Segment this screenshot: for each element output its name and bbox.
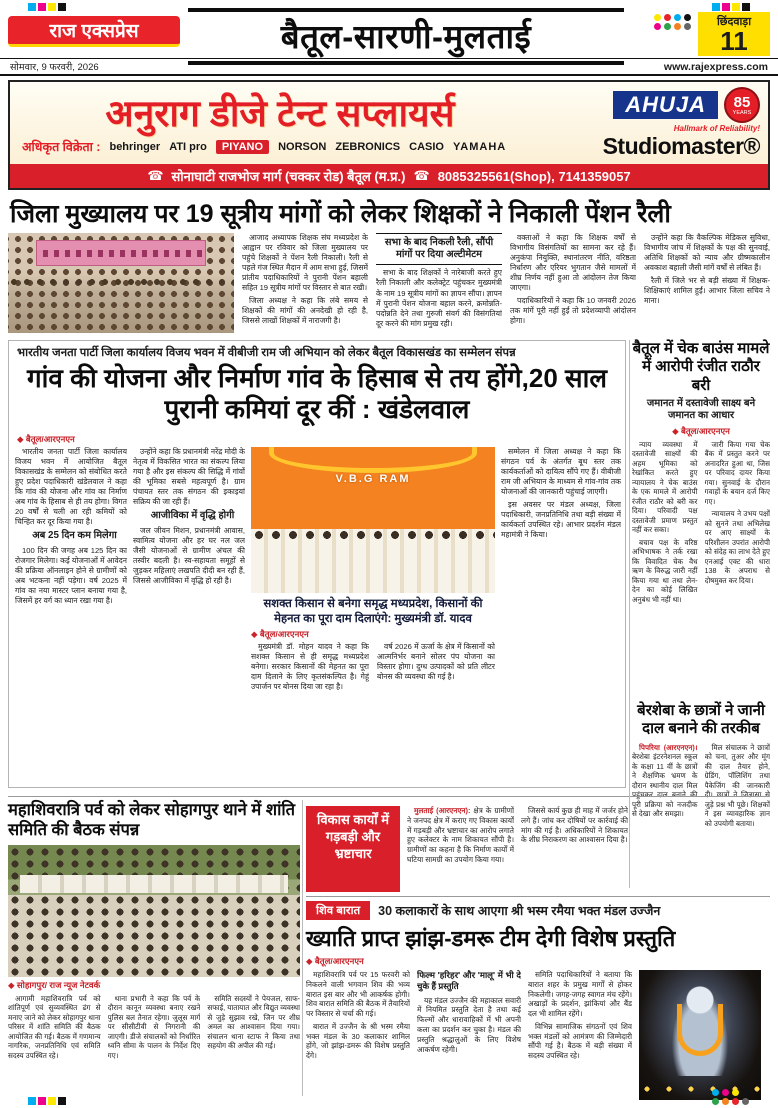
advertisement-banner (8, 80, 770, 190)
byline-bullet-icon: ◆ (8, 979, 15, 990)
article2-crosshead: अब 25 दिन कम मिलेगा (32, 530, 117, 542)
body-paragraph: बचाव पक्ष के वरिष्ठ अभिभाषक ने तर्क रखा कि विवादित चेक वैध ऋण के विरुद्ध जारी नहीं किया गया था तथा लेन-देन का कोई लिखित अनुबंध भी नहीं था। (632, 537, 698, 604)
body-paragraph: महाशिवरात्रि पर्व पर 15 फरवरी को निकलने वाली भगवान शिव की भव्य बारात इस बार और भी आकर्षक होगी। शिव बारात समिति की बैठक में तैयारियों पर विस्तार से चर्चा की गई। (306, 970, 410, 1019)
article-headline: बैतूल में चेक बाउंस मामले में आरोपी रंजीत राठौर बरी (632, 340, 770, 394)
body-paragraph: थाना प्रभारी ने कहा कि पर्व के दौरान कानून व्यवस्था बनाए रखने पुलिस बल तैनात रहेगा। जुलूस मार्ग पर सीसीटीवी से निगरानी की जाएगी। डीजे संचालकों को निर्धारित ध्वनि सीमा के पालन के निर्देश दिए गए। (107, 993, 201, 1060)
ad-title: अनुराग डीजे टेन्ट सप्लायर्स (105, 93, 455, 134)
article-column (528, 970, 632, 1100)
body-paragraph: मुलताई (आरएनएन): क्षेत्र के ग्रामीणों ने जनपद क्षेत्र में कराए गए विकास कार्यों में गड़बड़ी और भ्रष्टाचार का आरोप लगाते हुए कलेक्टर के नाम शिकायत सौंपी है। ग्रामीणों का कहना है कि निर्माण कार्यों में घटिया सामग्री का उपयोग किया गया। (407, 806, 514, 864)
registration-marks (712, 3, 750, 11)
article-column (632, 440, 698, 708)
byline-bullet-icon: ◆ (251, 628, 258, 639)
article-byline: ◆ बैतूल/आरएनएन (306, 956, 364, 966)
body-paragraph: इस अवसर पर मंडल अध्यक्ष, जिला पदाधिकारी, जनप्रतिनिधि तथा बड़ी संख्या में कार्यकर्ता उपस्थित रहे। आभार प्रदर्शन मंडल महामंत्री ने किया। (501, 500, 621, 540)
byline-bullet-icon: ◆ (17, 434, 24, 444)
dateline-bar (0, 58, 778, 76)
divider (8, 796, 770, 797)
dateline-text: मुलताई (आरएनएन): (414, 806, 471, 815)
article-headline: महाशिवरात्रि पर्व को लेकर सोहागपुर थाने में शांति समिति की बैठक संपन्न (8, 801, 296, 840)
peace-meeting-photo (8, 845, 300, 977)
dal-article (632, 702, 770, 883)
section-label: शिव बारात (306, 901, 370, 920)
vikas-complaint-brief (306, 806, 628, 892)
article2-column (15, 447, 127, 781)
color-dots (654, 14, 692, 30)
years-badge: 85 YEARS (724, 87, 760, 123)
article-byline: ◆ सोहागपुर/ राज न्यूज नेटवर्क (8, 979, 101, 990)
rally-banner (36, 240, 206, 266)
byline-bullet-icon: ◆ (672, 425, 679, 436)
body-paragraph: वक्ताओं ने कहा कि शिक्षक वर्षों से विभागीय विसंगतियों का सामना कर रहे हैं। अनुकंपा नियुक्ति, स्थानांतरण नीति, वरिष्ठता निर्धारण और एरियर भुगतान जैसे मामलों में शीघ्र निर्णय नहीं हुआ तो आंदोलन तेज किया जाएगा। (510, 233, 636, 293)
body-paragraph: मिल संचालक ने छात्रों को चना, तुअर और मूंग की दाल तैयार होने, ग्रेडिंग, पॉलिशिंग तथा पैकेजिंग की जानकारी दी। छात्रों ने जिज्ञासा से जुड़े प्रश्न भी पूछे। शिक्षकों ने इस व्यावहारिक ज्ञान को उपयोगी बताया। (704, 742, 770, 828)
body-paragraph: 100 दिन की जगह अब 125 दिन का रोजगार मिलेगा। कई योजनाओं में आवेदन की प्रक्रिया ऑनलाइन होने से ग्रामीणों को अब भटकना नहीं पड़ेगा। वर्ष 2025 में गांव का नया मास्टर प्लान बनाया गया है, जिसमें हर वर्ग का ध्यान रखा गया है। (15, 546, 127, 606)
color-dots (712, 1089, 750, 1105)
article1-column (644, 233, 770, 334)
body-paragraph: विभिन्न सामाजिक संगठनों एवं शिव भक्त मंडलों को आमंत्रण की जिम्मेदारी सौंपी गई है। बैठक में बड़ी संख्या में सदस्य उपस्थित रहे। (528, 1021, 632, 1061)
body-paragraph: पदाधिकारियों ने कहा कि 10 जनवरी 2026 तक मांगें पूरी नहीं हुईं तो प्रदेशव्यापी आंदोलन होगा। (510, 296, 636, 326)
brand-casio: CASIO (409, 140, 444, 153)
article-column (306, 970, 410, 1100)
body-paragraph: जिला अध्यक्ष ने कहा कि लंबे समय से शिक्षकों की मांगों की अनदेखी हो रही है, जिससे लाखों शिक्षकों में नाराजगी है। (242, 296, 368, 326)
article-column (632, 743, 698, 883)
article1-column (376, 233, 502, 334)
article-headline: ख्याति प्राप्त झांझ-डमरू टीम देगी विशेष प्रस्तुति (306, 926, 676, 951)
article-subhead: जमानत में दस्तावेजी साक्ष्य बने जमानत का आधार (646, 397, 756, 422)
ad-address-strip (10, 164, 768, 188)
phone-icon: ☎ (147, 168, 164, 183)
byline-bullet-icon: ◆ (306, 956, 313, 966)
cm-statement-subhead: सशक्त किसान से बनेगा समृद्ध मध्यप्रदेश, किसानों की मेहनत का पूरा दाम दिलाएंगे: मुख्यमंत्री डॉ. यादव (263, 598, 483, 625)
brief-label: विकास कार्यों में गड़बड़ी और भ्रष्टाचार (306, 806, 400, 892)
body-paragraph: रैली में जिले भर से बड़ी संख्या में शिक्षक-शिक्षिकाएं शामिल हुईं। आभार जिला सचिव ने माना। (644, 276, 770, 306)
article-column (417, 970, 521, 1100)
article1-column (510, 233, 636, 334)
ad-dealer-row (22, 138, 536, 155)
body-paragraph: न्यायालय ने उभय पक्षों को सुनने तथा अभिलेख पर आए साक्ष्यों के परिशीलन उपरांत आरोपी को संदेह का लाभ देते हुए एनआई एक्ट की धारा 138 के अपराध से दोषमुक्त कर दिया। (704, 509, 770, 585)
article2-column (501, 447, 621, 781)
website-link[interactable]: www.rajexpress.com (663, 60, 768, 73)
article2-sub-byline: ◆ बैतूल/आरएनएन (251, 628, 309, 639)
cheque-bounce-article (632, 340, 770, 708)
garland-decoration (269, 447, 477, 473)
sohagpur-article (8, 800, 300, 1090)
body-paragraph: पिपरिया (आरएनएन)। बेरशेबा इंटरनेशनल स्कूल के कक्षा 11 वीं के छात्रों ने शैक्षणिक भ्रमण के दौरान स्थानीय दाल मिल पहुंचकर दाल बनाने की पूरी प्रक्रिया को नजदीक से देखा और समझा। (632, 742, 698, 819)
article1-headline: जिला मुख्यालय पर 19 सूत्रीय मांगों को लेकर शिक्षकों ने निकाली पेंशन रैली (10, 200, 671, 228)
ahuja-logo: AHUJA (613, 91, 718, 119)
body-paragraph: सम्मेलन में जिला अध्यक्ष ने कहा कि संगठन पर्व के अंतर्गत बूथ स्तर तक कार्यकर्ताओं को दायित्व सौंपे गए हैं। वीबीजी राम जी अभियान के माध्यम से गांव-गांव तक योजनाओं की जानकारी पहुंचाई जाएगी। (501, 447, 621, 497)
divider (629, 340, 630, 888)
paper-name: राज एक्सप्रेस (49, 21, 139, 42)
article2-column (251, 642, 369, 760)
date-text: सोमवार, 9 फरवरी, 2026 (10, 62, 99, 73)
body-paragraph: यह मंडल उज्जैन की महाकाल सवारी में नियमित प्रस्तुति देता है तथा कई फिल्मों और धारावाहिकों में भी अपनी कला का प्रदर्शन कर चुका है। मंडल की प्रस्तुति श्रद्धालुओं के लिए विशेष आकर्षण रहेगी। (417, 995, 521, 1054)
body-paragraph: न्याय व्यवस्था में दस्तावेजी साक्ष्यों की अहम भूमिका को रेखांकित करते हुए न्यायालय ने चेक बाउंस के एक मामले में आरोपी रंजीत राठौर को बरी कर दिया। परिवादी पक्ष दस्तावेजी प्रमाण प्रस्तुत नहीं कर सका। (632, 439, 698, 535)
brief-column (521, 806, 628, 892)
divider (302, 800, 303, 1096)
body-paragraph: बारात में उज्जैन के श्री भस्म रमैया भक्त मंडल के 30 कलाकार शामिल होंगे, जो झांझ-डमरू की विशेष प्रस्तुति देंगे। (306, 1021, 410, 1061)
brief-column (407, 806, 514, 892)
article2-headline: गांव की योजना और निर्माण गांव के हिसाब से तय होंगे,20 साल पुरानी कमियां दूर कीं : खंडेलवाल (27, 363, 607, 424)
dealer-label: अधिकृत विक्रेता : (22, 140, 101, 154)
article2-byline: ◆ बैतूल/आरएनएन (17, 434, 75, 444)
registration-marks (28, 1097, 66, 1105)
ad-address: सोनाघाटी राजभोज मार्ग (चक्कर रोड) बैतूल (म.प्र.) (171, 169, 406, 184)
brand-behringer: behringer (109, 140, 161, 153)
brand-atipro: ATI pro (169, 140, 207, 153)
rally-photo (8, 233, 234, 333)
city-name: छिंदवाड़ा (716, 16, 752, 29)
article1-subhead: सभा के बाद निकली रैली, सौंपी मांगों पर दिया अल्टीमेटम (376, 233, 502, 265)
page-number: 11 (720, 26, 748, 57)
body-paragraph: समिति सदस्यों ने पेयजल, साफ-सफाई, यातायात और विद्युत व्यवस्था से जुड़े सुझाव रखे, जिन पर शीघ्र अमल का आश्वासन दिया गया। संचालन थाना स्टाफ ने किया तथा सहयोग की अपील की गई। (207, 993, 301, 1051)
shiva-idol-photo (639, 970, 761, 1100)
edition-title: बैतूल-सारणी-मुलताई (188, 8, 624, 65)
body-paragraph: जारी किया गया चेक बैंक में प्रस्तुत करने पर अनादरित हुआ था, जिस पर परिवाद दायर किया गया। सुनवाई के दौरान गवाहों के बयान दर्ज किए गए। (704, 439, 770, 506)
article2-column (377, 642, 495, 760)
article2-column (133, 447, 245, 781)
body-paragraph: उन्होंने कहा कि प्रधानमंत्री नरेंद्र मोदी के नेतृत्व में विकसित भारत का संकल्प लिया गया है और इस संकल्प की सिद्धि में गांवों की भूमिका सबसे महत्वपूर्ण है। ग्राम पंचायत स्तर तक संगठन की इकाइयां सक्रिय की जा रही हैं। (133, 447, 245, 507)
article-column (705, 743, 771, 883)
canopy (20, 875, 288, 893)
garland-decoration (677, 1004, 723, 1056)
page-number-box (698, 12, 770, 56)
body-paragraph: समिति पदाधिकारियों ने बताया कि बारात शहर के प्रमुख मार्गों से होकर निकलेगी। जगह-जगह स्वागत मंच रहेंगे। अखाड़ों के प्रदर्शन, झांकियां और बैंड दल भी शामिल रहेंगे। (528, 970, 632, 1019)
body-paragraph: जिससे कार्य कुछ ही माह में जर्जर होने लगे हैं। जांच कर दोषियों पर कार्रवाई की मांग की गई है। अधिकारियों ने शिकायत के शीघ्र निराकरण का आश्वासन दिया है। (521, 806, 628, 845)
body-paragraph: आगामी महाशिवरात्रि पर्व को शांतिपूर्ण एवं सुव्यवस्थित ढंग से मनाए जाने को लेकर सोहागपुर थाना परिसर में शांति समिति की बैठक आयोजित की गई। बैठक में गणमान्य नागरिक, जनप्रतिनिधि एवं समिति सदस्य उपस्थित रहे। (8, 993, 101, 1060)
article-column (8, 994, 101, 1090)
bjp-sammelan-photo (251, 447, 495, 593)
registration-marks (28, 3, 66, 11)
bold-lede: फिल्म 'हरिहर' और 'मालू' में भी दे चुके हैं प्रस्तुति (417, 970, 521, 992)
brand-yamaha: YAMAHA (452, 140, 507, 153)
shiv-barat-article (306, 896, 770, 1096)
article-column (207, 994, 300, 1090)
seated-leaders (251, 529, 495, 593)
brand-norson: NORSON (278, 140, 327, 153)
body-paragraph: वर्ष 2026 में ऊर्जा के क्षेत्र में किसानों को आत्मनिर्भर बनाने सोलर पंप योजना का विस्तार होगा। दुग्ध उत्पादकों को प्रति लीटर बोनस की व्यवस्था की गई है। (377, 641, 495, 681)
ad-phones[interactable]: 8085325561(Shop), 7141359057 (437, 168, 631, 184)
article1-body (242, 233, 770, 334)
brand-zebronics: ZEBRONICS (335, 140, 401, 153)
body-paragraph: मुख्यमंत्री डॉ. मोहन यादव ने कहा कि सशक्त किसान से ही समृद्ध मध्यप्रदेश बनेगा। सरकार किसानों की मेहनत का पूरा दाम दिलाने के लिए कृतसंकल्पित है। गेहूं उपार्जन पर बोनस दिया जा रहा है। (251, 641, 369, 691)
phone-icon: ☎ (413, 168, 430, 183)
body-paragraph: भारतीय जनता पार्टी जिला कार्यालय विजय भवन में आयोजित बैतूल विकासखंड के सम्मेलन को संबोधित करते हुए प्रदेश पदाधिकारी खंडेलवाल ने कहा कि गांव की योजना और गांव का निर्माण अब गांव के हिसाब से ही तय होगा। विगत 20 वर्षों से चली आ रही कमियों को चिन्हित कर दूर किया गया है। (15, 447, 127, 527)
article2-kicker: भारतीय जनता पार्टी जिला कार्यालय विजय भवन में वीबीजी राम जी अभियान को लेकर बैतूल विकासखंड का सम्मेलन संपन्न (17, 347, 516, 359)
article-column (108, 994, 201, 1090)
body-paragraph: सभा के बाद शिक्षकों ने नारेबाजी करते हुए रैली निकाली और कलेक्ट्रेट पहुंचकर मुख्यमंत्री के नाम 19 सूत्रीय मांगों का ज्ञापन सौंपा। ज्ञापन में पुरानी पेंशन योजना बहाल करने, क्रमोन्नति-पदोन्नति देने तथा गुरुजी संवर्ग की विसंगतियां दूर करने की मांग प्रमुख रही। (376, 268, 502, 328)
studiomaster-logo: Studiomaster® (602, 133, 760, 159)
body-paragraph: जल जीवन मिशन, प्रधानमंत्री आवास, स्वामित्व योजना और हर घर नल जल जैसी योजनाओं से ग्रामीण अंचल की तस्वीर बदली है। स्व-सहायता समूहों से जुड़कर महिलाएं लखपति दीदी बन रही हैं, जिससे आजीविका में वृद्धि हो रही है। (133, 526, 245, 586)
paper-logo (8, 16, 180, 47)
article-column (705, 440, 771, 708)
ad-tagline: Hallmark of Reliability! (673, 124, 760, 133)
article-byline: ◆ बैतूल/आरएनएन (672, 425, 730, 436)
article1-column (242, 233, 368, 334)
brand-piyano: PIYANO (216, 140, 269, 154)
article-kicker: 30 कलाकारों के साथ आएगा श्री भस्म रमैया भक्त मंडल उज्जैन (378, 904, 661, 918)
body-paragraph: आजाद अध्यापक शिक्षक संघ मध्यप्रदेश के आह्वान पर रविवार को जिला मुख्यालय पर पहुंचे शिक्षकों ने पेंशन रैली निकाली। रैली से पहले गंज स्थित मैदान में आम सभा हुई, जिसमें प्रांतीय पदाधिकारियों ने पुरानी पेंशन बहाली सहित 19 सूत्रीय मांगों पर विस्तार से बात रखी। (242, 233, 368, 293)
article2-photo-block (251, 447, 495, 781)
dateline-text: पिपरिया (आरएनएन)। (639, 742, 698, 752)
article2-section (8, 340, 626, 788)
body-paragraph: उन्होंने कहा कि वैकल्पिक मेडिकल सुविधा, विभागीय जांच में शिक्षकों के पक्ष की सुनवाई, अतिथि शिक्षकों को न्याय और ग्रीष्मकालीन अवकाश बहाली जैसी मांगें वर्षों से लंबित हैं। (644, 233, 770, 273)
article-headline: बेरशेबा के छात्रों ने जानी दाल बनाने की तरकीब (637, 702, 765, 738)
photo-banner-text: V.B.G RAM (335, 473, 411, 485)
article2-crosshead: आजीविका में वृद्धि होगी (150, 510, 235, 522)
